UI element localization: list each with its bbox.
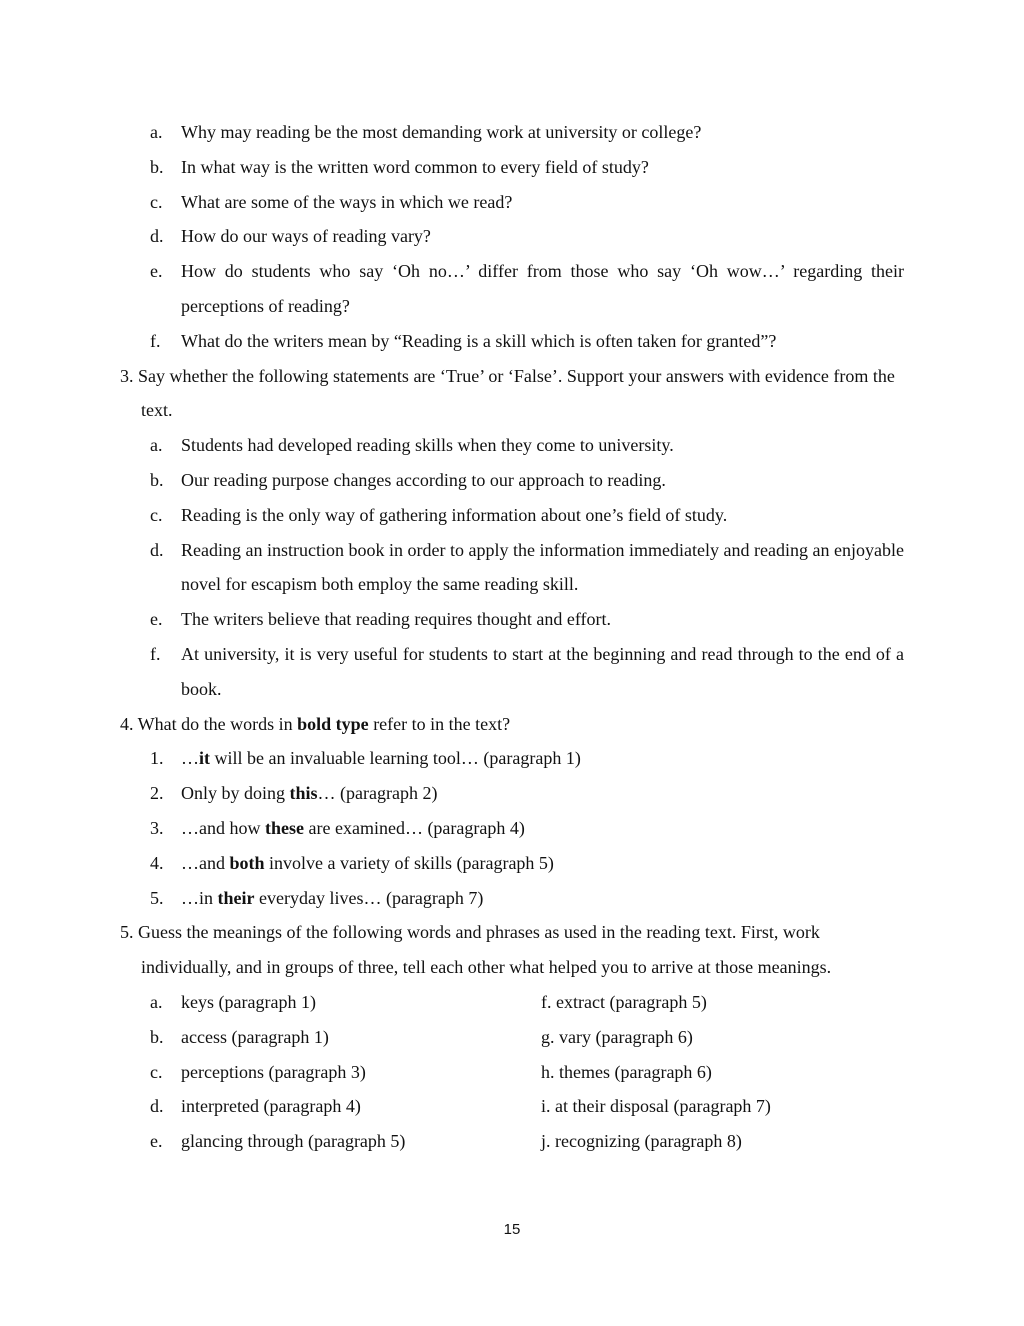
q4-item-2 (120, 776, 904, 811)
item-text: Reading is the only way of gathering information about one’s field of study. (181, 504, 728, 525)
item-label: b. (150, 156, 164, 177)
item-label: c. (150, 504, 163, 525)
item-label: e. (150, 1131, 163, 1152)
q5-item-f: f. extract (paragraph 5) (541, 991, 707, 1012)
item-bold: this (289, 783, 318, 804)
item-label: b. (150, 469, 164, 490)
item-post: involve a variety of skills (paragraph 5) (264, 852, 554, 873)
item-label: 4. (150, 852, 164, 873)
item-text: How do students who say ‘Oh no…’ differ from those who say ‘Oh wow…’ regarding their perceptions of reading? (181, 261, 904, 316)
item-label: e. (150, 261, 163, 282)
q5-item-i: i. at their disposal (paragraph 7) (541, 1096, 771, 1117)
item-text: The writers believe that reading requires thought and effort. (181, 609, 612, 630)
question-4-bold: bold type (297, 713, 369, 734)
item-label: a. (150, 991, 163, 1012)
q5-item-c (120, 1055, 541, 1090)
question-3-text: 3. Say whether the following statements are ‘True’ or ‘False’. Support your answers with evidence from the text. (120, 365, 895, 421)
item-text: What are some of the ways in which we read? (181, 191, 513, 212)
item-post: are examined… (paragraph 4) (304, 817, 525, 838)
q4-item-3 (120, 811, 904, 846)
item-pre: …and how (181, 817, 265, 838)
q5-item-j: j. recognizing (paragraph 8) (541, 1131, 742, 1152)
q5-row-4 (120, 1089, 904, 1124)
item-text: keys (paragraph 1) (181, 991, 316, 1012)
q2-item-c (120, 185, 904, 220)
item-label: a. (150, 435, 163, 456)
q3-item-b (120, 463, 904, 498)
q2-item-a (120, 115, 904, 150)
q5-item-b (120, 1020, 541, 1055)
q5-item-g: g. vary (paragraph 6) (541, 1026, 693, 1047)
q5-item-h: h. themes (paragraph 6) (541, 1061, 712, 1082)
q2-item-e (120, 254, 904, 324)
page-number: 15 (503, 1221, 521, 1238)
item-text: Students had developed reading skills when they come to university. (181, 435, 674, 456)
item-label: 5. (150, 887, 164, 908)
item-text: interpreted (paragraph 4) (181, 1096, 361, 1117)
item-text: Why may reading be the most demanding work at university or college? (181, 122, 702, 142)
item-pre: … (181, 748, 199, 769)
item-label: 3. (150, 817, 164, 838)
item-label: e. (150, 609, 163, 630)
item-text: access (paragraph 1) (181, 1026, 329, 1047)
item-label: f. (150, 330, 161, 351)
item-label: d. (150, 539, 164, 560)
q2-item-d (120, 219, 904, 254)
item-bold: it (199, 748, 210, 769)
q3-item-c (120, 498, 904, 533)
item-post: will be an invaluable learning tool… (paragraph 1) (210, 748, 581, 769)
item-text: Reading an instruction book in order to apply the information immediately and reading an enjoyable novel for escapism both employ the same reading skill. (181, 539, 904, 595)
item-label: 2. (150, 783, 164, 804)
item-text: How do our ways of reading vary? (181, 226, 431, 247)
item-bold: both (229, 852, 265, 873)
q2-item-f (120, 324, 904, 359)
q5-row-2 (120, 1020, 904, 1055)
item-pre: …in (181, 887, 218, 908)
item-text: perceptions (paragraph 3) (181, 1061, 366, 1082)
item-label: f. (150, 643, 161, 664)
item-text: At university, it is very useful for students to start at the beginning and read through to the end of a book. (181, 643, 904, 699)
question-4-pre: 4. What do the words in (120, 713, 298, 734)
item-label: d. (150, 1096, 164, 1117)
question-5 (120, 915, 904, 985)
item-text: glancing through (paragraph 5) (181, 1131, 406, 1152)
item-pre: …and (181, 852, 230, 873)
q4-item-1 (120, 741, 904, 776)
q3-item-d (120, 533, 904, 603)
item-post: everyday lives… (paragraph 7) (254, 887, 484, 908)
item-text: In what way is the written word common to every field of study? (181, 156, 649, 177)
item-bold: these (265, 817, 304, 838)
item-pre: Only by doing (181, 783, 290, 804)
item-label: d. (150, 226, 164, 247)
q5-item-d (120, 1089, 541, 1124)
q5-row-3 (120, 1055, 904, 1090)
page-content (120, 115, 904, 1159)
item-text: Our reading purpose changes according to our approach to reading. (181, 469, 666, 490)
q5-row-5 (120, 1124, 904, 1159)
item-label: c. (150, 1061, 163, 1082)
q3-item-e (120, 602, 904, 637)
q4-item-5 (120, 881, 904, 916)
item-post: … (paragraph 2) (317, 783, 438, 804)
q3-item-f (120, 637, 904, 707)
q5-row-1 (120, 985, 904, 1020)
item-label: c. (150, 191, 163, 212)
item-label: a. (150, 122, 163, 142)
q2-item-b (120, 150, 904, 185)
question-4 (120, 707, 904, 742)
item-label: b. (150, 1026, 164, 1047)
item-text: What do the writers mean by “Reading is a skill which is often taken for granted”? (181, 330, 777, 351)
q4-item-4 (120, 846, 904, 881)
item-bold: their (217, 887, 255, 908)
question-5-text: 5. Guess the meanings of the following words and phrases as used in the reading text. First, work individually, and in groups of three, tell each other what helped you to arrive at those meanings. (120, 922, 832, 978)
q5-item-e (120, 1124, 541, 1159)
item-label: 1. (150, 748, 164, 769)
question-3 (120, 359, 904, 429)
question-4-post: refer to in the text? (368, 713, 511, 734)
q5-item-a (120, 985, 541, 1020)
q3-item-a (120, 428, 904, 463)
